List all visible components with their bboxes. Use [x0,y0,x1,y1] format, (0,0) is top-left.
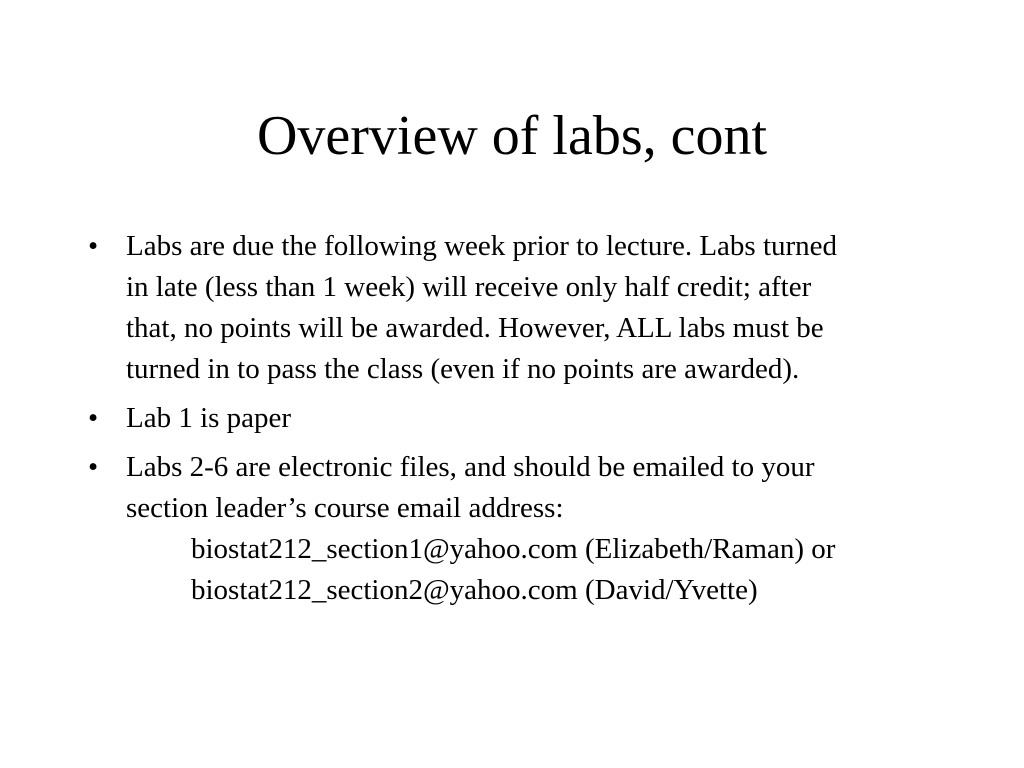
slide-title: Overview of labs, cont [256,105,768,167]
bullet-line: that, no points will be awarded. However, ALL labs must be [126,312,824,344]
email-address-section2: biostat212_section2@yahoo.com (David/Yvette) [191,574,758,606]
bullet-icon: • [88,230,99,262]
bullet-item-due-dates [88,226,988,390]
bullet-icon: • [88,402,99,434]
bullet-item-electronic-labs [88,447,988,611]
bullet-line: Labs are due the following week prior to lecture. Labs turned [126,230,838,262]
bullet-line: Lab 1 is paper [126,402,292,434]
bullet-item-lab1 [88,398,988,439]
bullet-line: section leader’s course email address: [126,492,564,524]
bullet-line: turned in to pass the class (even if no points are awarded). [126,353,800,385]
bullet-line: in late (less than 1 week) will receive only half credit; after [126,271,812,303]
bullet-line: Labs 2-6 are electronic files, and should be emailed to your [126,451,815,483]
bullet-icon: • [88,451,99,483]
email-address-section1: biostat212_section1@yahoo.com (Elizabeth/Raman) or [191,533,836,565]
bullet-list [88,226,988,619]
